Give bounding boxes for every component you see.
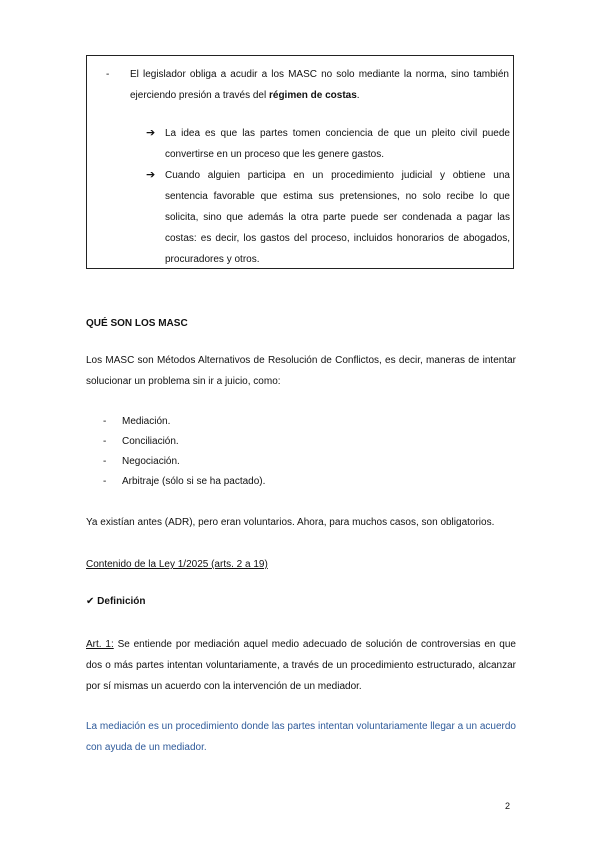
article-paragraph: Art. 1: Se entiende por mediación aquel medio adecuado de solución de controversias en que dos o más partes intentan voluntariamente, a través de un procedimiento estructurado, alcanzar por sí mismas un acuerdo con la intervención de un mediador. xyxy=(86,639,516,692)
check-icon: ✔ xyxy=(86,596,95,607)
list-dash: - xyxy=(103,416,107,427)
page-number: 2 xyxy=(505,801,511,811)
list-item: Negociación. xyxy=(122,456,180,467)
list-dash: - xyxy=(103,476,107,487)
arrow-icon: ➔ xyxy=(146,169,156,181)
list-dash: - xyxy=(103,456,107,467)
note-paragraph: Ya existían antes (ADR), pero eran voluntarios. Ahora, para muchos casos, son obligatorios. xyxy=(86,517,495,528)
definicion-heading: ✔ Definición xyxy=(86,596,146,607)
arrow-item: La idea es que las partes tomen conciencia de que un pleito civil puede convertirse en un proceso que les genere gastos. xyxy=(165,128,510,160)
arrow-item: Cuando alguien participa en un procedimiento judicial y obtiene una sentencia favorable que estima sus pretensiones, no solo recibe lo que solicita, sino que además la otra parte puede ser condenada a pagar las costas: es decir, los gastos del proceso, incluidos honorarios de abogados, procuradores y otros. xyxy=(165,170,510,265)
highlight-paragraph: La mediación es un procedimiento donde las partes intentan voluntariamente llegar a un acuerdo con ayuda de un mediador. xyxy=(86,721,516,753)
contenido-heading: Contenido de la Ley 1/2025 (arts. 2 a 19) xyxy=(86,559,268,570)
article-label: Art. 1: xyxy=(86,639,114,650)
intro-paragraph: Los MASC son Métodos Alternativos de Resolución de Conflictos, es decir, maneras de intentar solucionar un problema sin ir a juicio, como: xyxy=(86,355,516,387)
bullet-text: El legislador obliga a acudir a los MASC no solo mediante la norma, sino también ejerciendo presión a través del régimen de costas. xyxy=(130,69,509,101)
list-dash: - xyxy=(103,436,107,447)
arrow-icon: ➔ xyxy=(146,127,156,139)
bold-term: régimen de costas xyxy=(268,90,357,101)
boxed-note xyxy=(86,55,514,269)
list-item: Arbitraje (sólo si se ha pactado). xyxy=(122,476,266,487)
section-title: QUÉ SON LOS MASC xyxy=(86,318,188,329)
list-item: Conciliación. xyxy=(122,436,179,447)
bullet-dash: - xyxy=(106,69,110,80)
list-item: Mediación. xyxy=(122,416,171,427)
